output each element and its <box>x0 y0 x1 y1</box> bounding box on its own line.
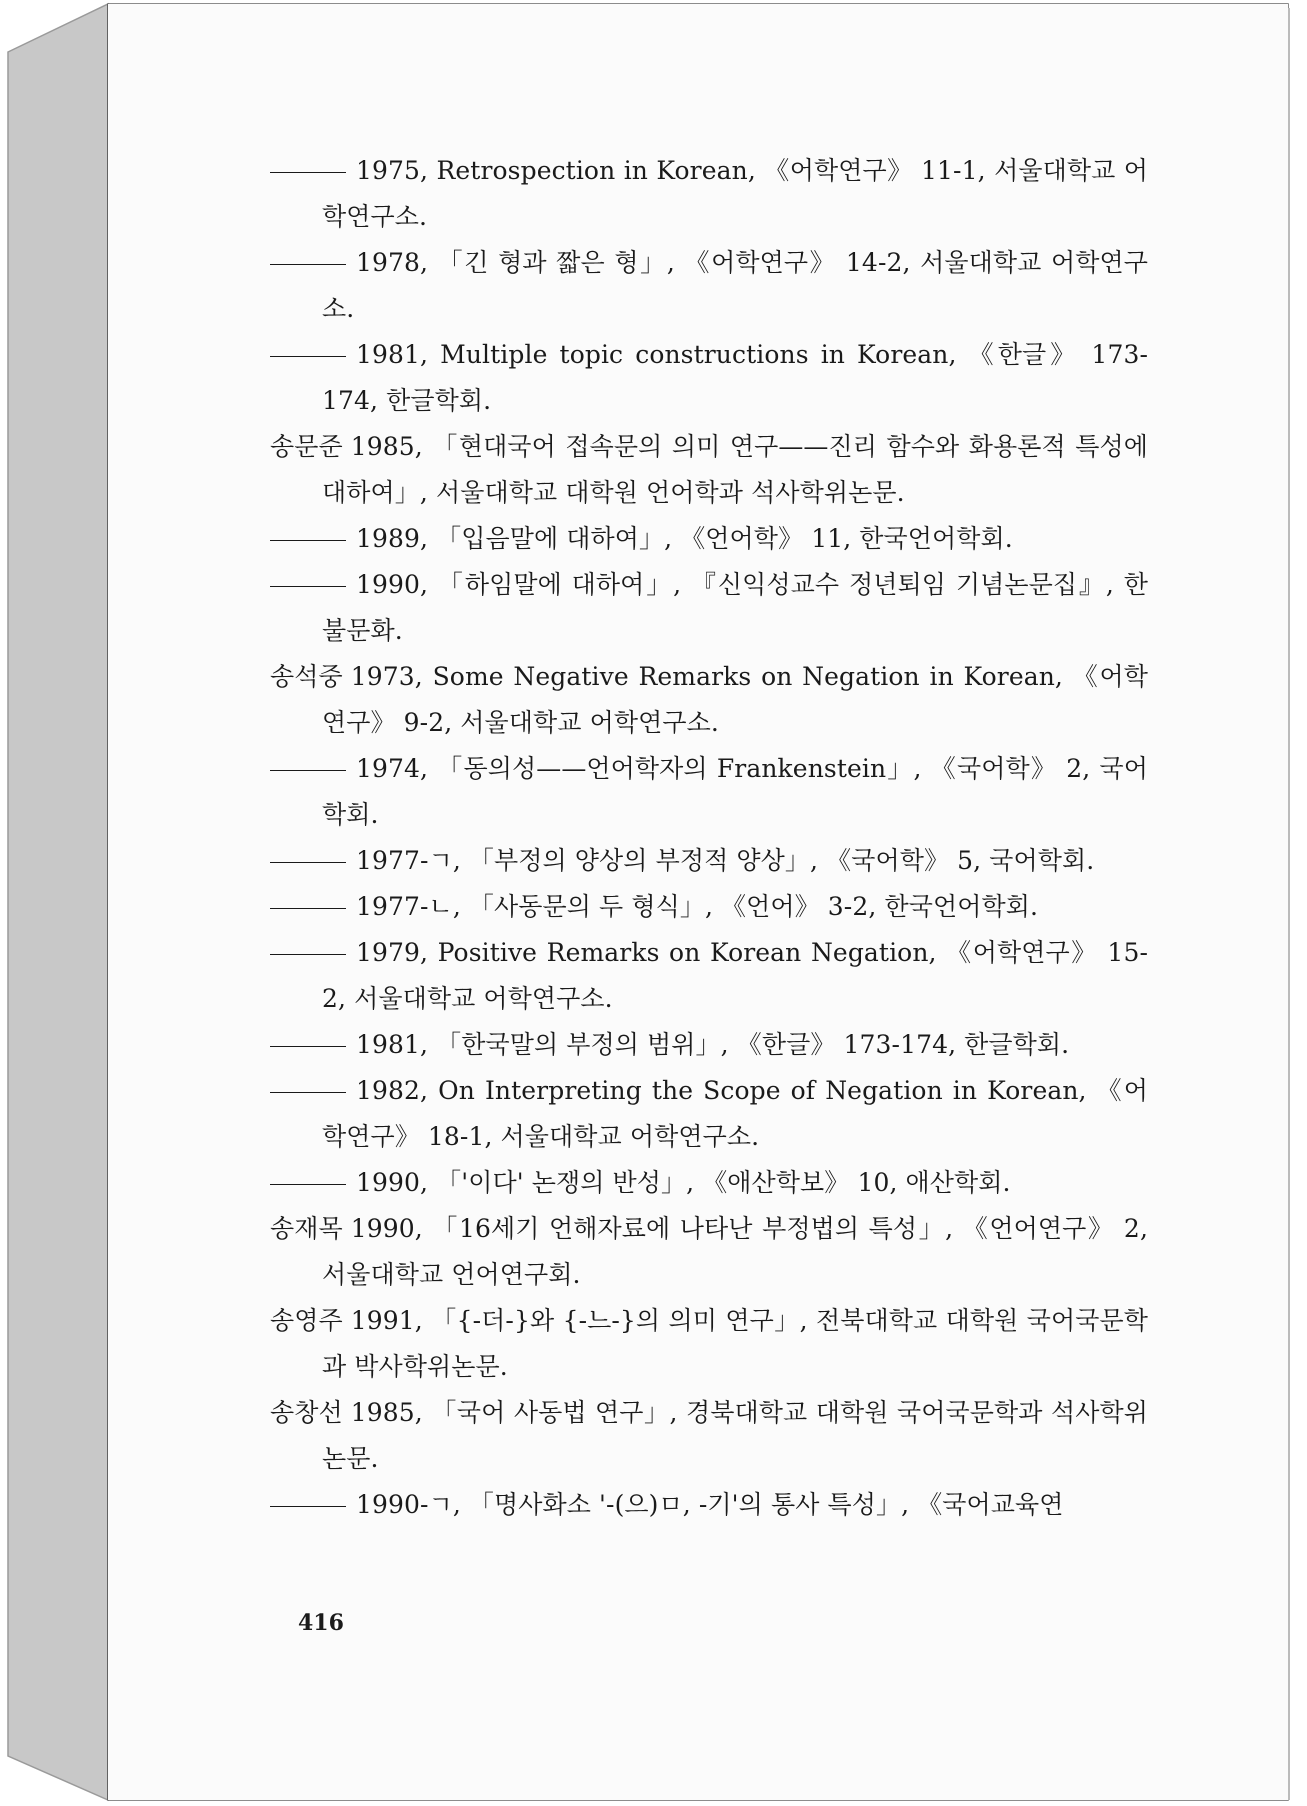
repeat-author-dash <box>270 1046 346 1048</box>
bibliography-entry: 송재목 1990, 「16세기 언해자료에 나타난 부정법의 특성」, 《언어연구》 2, 서울대학교 언어연구회. <box>270 1214 1148 1289</box>
bibliography-entry: 1982, On Interpreting the Scope of Negation in Korean, 《어학연구》 18-1, 서울대학교 어학연구소. <box>270 1068 1148 1160</box>
repeat-author-dash <box>270 172 346 174</box>
bibliography-entry: 1977-ㄱ, 「부정의 양상의 부정적 양상」, 《국어학》 5, 국어학회. <box>270 838 1148 884</box>
bibliography-entry: 1979, Positive Remarks on Korean Negation, 《어학연구》 15-2, 서울대학교 어학연구소. <box>270 930 1148 1022</box>
page-number: 416 <box>298 1610 344 1636</box>
repeat-author-dash <box>270 356 346 358</box>
author-name: 송영주 <box>270 1306 343 1335</box>
bibliography-entry: 1978, 「긴 형과 짧은 형」, 《어학연구》 14-2, 서울대학교 어학연구소. <box>270 240 1148 332</box>
author-name: 송재목 <box>270 1214 343 1243</box>
bibliography-entry: 1990-ㄱ, 「명사화소 '-(으)ㅁ, -기'의 통사 특성」, 《국어교육연 <box>270 1482 1148 1528</box>
bibliography-entry: 1981, Multiple topic constructions in Korean, 《한글》 173-174, 한글학회. <box>270 332 1148 424</box>
bibliography-list <box>270 148 1148 1528</box>
bibliography-entry: 1974, 「동의성——언어학자의 Frankenstein」, 《국어학》 2, 국어학회. <box>270 746 1148 838</box>
repeat-author-dash <box>270 1184 346 1186</box>
bibliography-entry: 1981, 「한국말의 부정의 범위」, 《한글》 173-174, 한글학회. <box>270 1022 1148 1068</box>
repeat-author-dash <box>270 954 346 956</box>
bibliography-entry: 1975, Retrospection in Korean, 《어학연구》 11-1, 서울대학교 어학연구소. <box>270 148 1148 240</box>
author-name: 송창선 <box>270 1398 343 1427</box>
repeat-author-dash <box>270 264 346 266</box>
bibliography-entry: 송창선 1985, 「국어 사동법 연구」, 경북대학교 대학원 국어국문학과 석사학위논문. <box>270 1398 1148 1473</box>
repeat-author-dash <box>270 1506 346 1508</box>
bibliography-entry: 1989, 「입음말에 대하여」, 《언어학》 11, 한국언어학회. <box>270 516 1148 562</box>
repeat-author-dash <box>270 1092 346 1094</box>
author-name: 송문준 <box>270 432 343 461</box>
repeat-author-dash <box>270 770 346 772</box>
bibliography-entry: 1990, 「하임말에 대하여」, 『신익성교수 정년퇴임 기념논문집』, 한불문화. <box>270 562 1148 654</box>
bibliography-entry: 1977-ㄴ, 「사동문의 두 형식」, 《언어》 3-2, 한국언어학회. <box>270 884 1148 930</box>
author-name: 송석중 <box>270 662 343 691</box>
repeat-author-dash <box>270 908 346 910</box>
bibliography-entry: 송영주 1991, 「{-더-}와 {-느-}의 의미 연구」, 전북대학교 대학원 국어국문학과 박사학위논문. <box>270 1306 1148 1381</box>
bibliography-entry: 1990, 「'이다' 논쟁의 반성」, 《애산학보》 10, 애산학회. <box>270 1160 1148 1206</box>
repeat-author-dash <box>270 586 346 588</box>
repeat-author-dash <box>270 540 346 542</box>
bibliography-entry: 송석중 1973, Some Negative Remarks on Negation in Korean, 《어학연구》 9-2, 서울대학교 어학연구소. <box>270 662 1148 737</box>
repeat-author-dash <box>270 862 346 864</box>
bibliography-entry: 송문준 1985, 「현대국어 접속문의 의미 연구——진리 함수와 화용론적 특성에 대하여」, 서울대학교 대학원 언어학과 석사학위논문. <box>270 432 1148 507</box>
